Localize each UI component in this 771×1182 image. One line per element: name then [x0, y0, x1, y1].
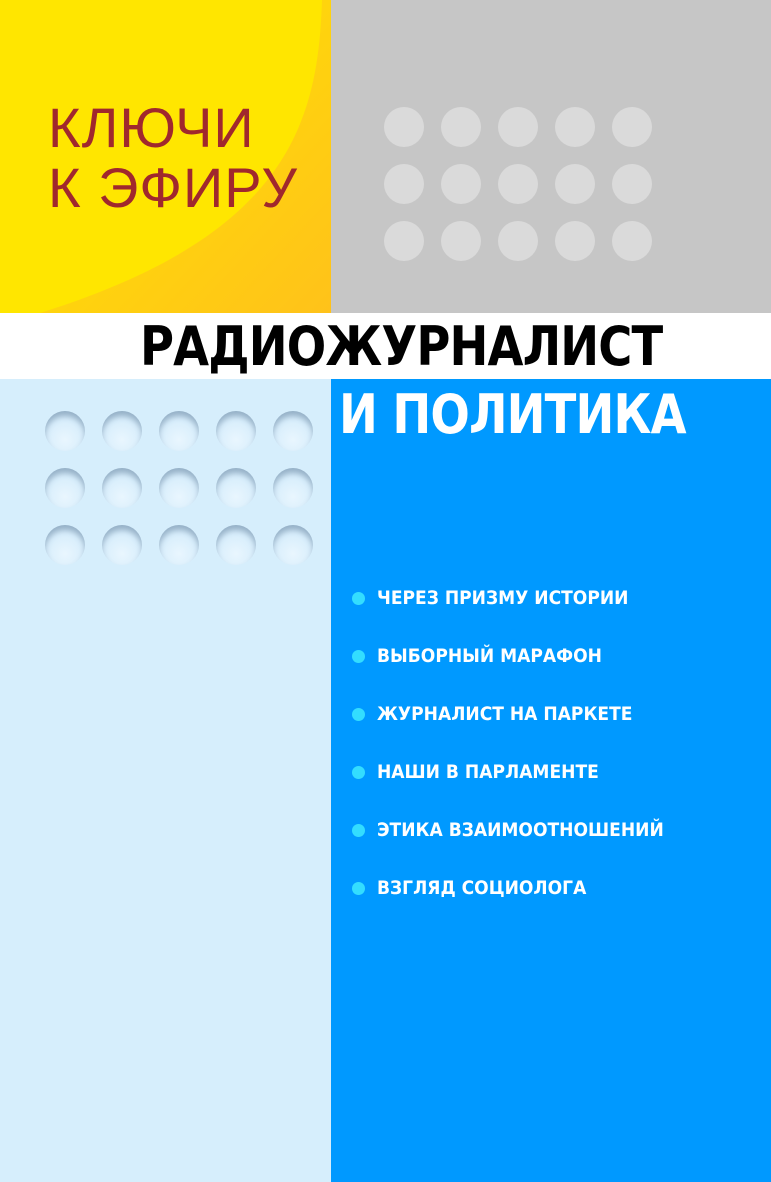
dimple-dot-grid — [45, 411, 313, 565]
topic-item — [352, 817, 696, 875]
topic-list — [352, 585, 696, 933]
dimple-dot — [159, 411, 199, 451]
dimple-dot — [216, 468, 256, 508]
gray-dot — [441, 221, 481, 261]
dimple-dot — [273, 411, 313, 451]
dimple-dot — [102, 411, 142, 451]
book-title-line-1: РАДИОЖУРНАЛИСТ — [140, 315, 663, 378]
topic-label: ЖУРНАЛИСТ НА ПАРКЕТЕ — [377, 703, 633, 725]
dimple-dot — [159, 468, 199, 508]
gray-dot — [555, 107, 595, 147]
gray-dot — [441, 107, 481, 147]
dimple-dot — [45, 468, 85, 508]
topic-label: ЭТИКА ВЗАИМООТНОШЕНИЙ — [377, 819, 664, 841]
yellow-panel — [0, 0, 331, 313]
topic-item — [352, 585, 696, 643]
gray-dot — [612, 107, 652, 147]
gray-dot — [555, 221, 595, 261]
topic-label: НАШИ В ПАРЛАМЕНТЕ — [377, 761, 599, 783]
series-title — [48, 98, 298, 218]
dimple-dot — [45, 411, 85, 451]
gray-dot — [555, 164, 595, 204]
bullet-dot-icon — [352, 824, 365, 837]
gray-dot-grid — [384, 107, 652, 261]
bullet-dot-icon — [352, 708, 365, 721]
gray-dot — [498, 164, 538, 204]
bullet-dot-icon — [352, 650, 365, 663]
series-title-line-2: К ЭФИРУ — [48, 156, 298, 219]
dimple-dot — [159, 525, 199, 565]
dimple-dot — [273, 525, 313, 565]
gray-dot — [384, 221, 424, 261]
topic-item — [352, 643, 696, 701]
series-title-line-1: КЛЮЧИ — [48, 96, 255, 159]
topic-label: ВЗГЛЯД СОЦИОЛОГА — [377, 877, 587, 899]
bullet-dot-icon — [352, 766, 365, 779]
topic-item — [352, 759, 696, 817]
bullet-dot-icon — [352, 592, 365, 605]
dimple-dot — [45, 525, 85, 565]
dimple-dot — [216, 411, 256, 451]
dimple-dot — [102, 468, 142, 508]
gray-dot — [384, 164, 424, 204]
gray-dot — [441, 164, 481, 204]
gray-dot — [612, 221, 652, 261]
gray-dot — [384, 107, 424, 147]
dimple-dot — [102, 525, 142, 565]
dimple-dot — [273, 468, 313, 508]
topic-item — [352, 875, 696, 933]
book-title-line-2: И ПОЛИТИКА — [339, 383, 686, 446]
topic-label: ВЫБОРНЫЙ МАРАФОН — [377, 645, 602, 667]
topic-item — [352, 701, 696, 759]
bullet-dot-icon — [352, 882, 365, 895]
dimple-dot — [216, 525, 256, 565]
gray-dot — [498, 107, 538, 147]
gray-dot — [498, 221, 538, 261]
topic-label: ЧЕРЕЗ ПРИЗМУ ИСТОРИИ — [377, 587, 629, 609]
gray-dot — [612, 164, 652, 204]
